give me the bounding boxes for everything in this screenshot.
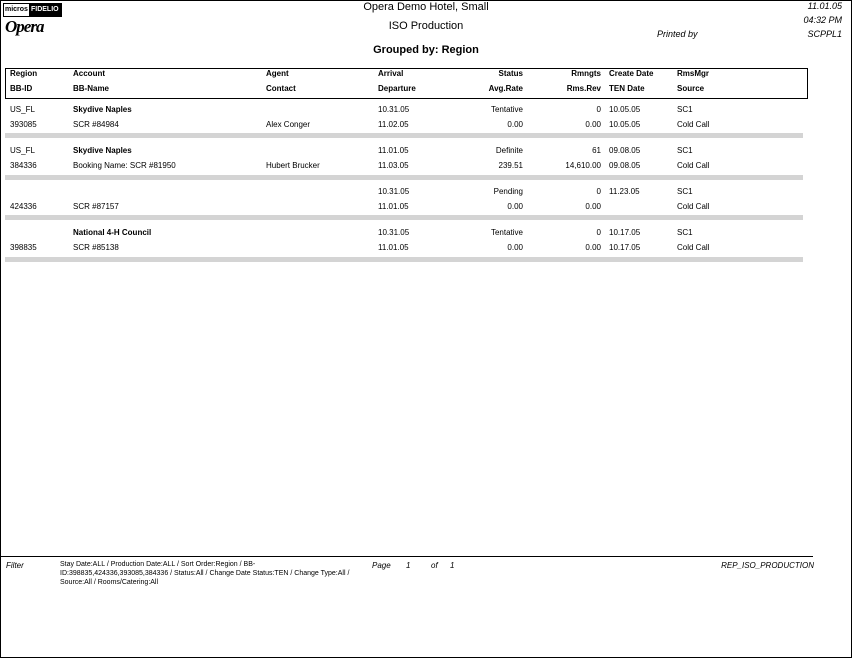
record-ten-date: 10.05.05 bbox=[609, 120, 641, 129]
record-account: Skydive Naples bbox=[73, 146, 132, 155]
page-total: 1 bbox=[450, 561, 455, 570]
record-rmngts: 61 bbox=[592, 146, 601, 155]
record-create-date: 11.23.05 bbox=[609, 187, 640, 196]
record-source: Cold Call bbox=[677, 120, 710, 129]
page-label: Page bbox=[372, 561, 391, 570]
record-bb-id: 424336 bbox=[10, 202, 37, 211]
record-source: Cold Call bbox=[677, 161, 710, 170]
record-create-date: 10.05.05 bbox=[609, 105, 641, 114]
col-account: Account bbox=[73, 69, 105, 78]
record-contact: Alex Conger bbox=[266, 120, 311, 129]
printed-by-label: Printed by bbox=[657, 29, 698, 39]
record-departure: 11.01.05 bbox=[378, 243, 409, 252]
opera-logo: Opera bbox=[5, 17, 44, 36]
record-ten-date: 09.08.05 bbox=[609, 161, 641, 170]
page-number: 1 bbox=[406, 561, 411, 570]
record-status: Pending bbox=[493, 187, 523, 196]
filter-label: Filter bbox=[6, 561, 24, 570]
record-separator bbox=[5, 215, 803, 220]
record-separator bbox=[5, 257, 803, 262]
print-time: 04:32 PM bbox=[803, 15, 842, 25]
record-bb-id: 384336 bbox=[10, 161, 37, 170]
record-contact: Hubert Brucker bbox=[266, 161, 320, 170]
record-source: Cold Call bbox=[677, 202, 710, 211]
col-contact: Contact bbox=[266, 84, 296, 93]
col-rmsmgr: RmsMgr bbox=[677, 69, 710, 78]
record-rms-rev: 0.00 bbox=[585, 120, 601, 129]
record-create-date: 10.17.05 bbox=[609, 228, 641, 237]
record-avg-rate: 0.00 bbox=[507, 202, 523, 211]
filter-text: Stay Date:ALL / Production Date:ALL / Sort Order:Region / BB-ID:398835,424336,393085,384336 / Status:All / Change Date Status:TEN / Change Type:All / Source:All / Rooms/Catering:All bbox=[60, 561, 350, 586]
col-create-date: Create Date bbox=[609, 69, 654, 78]
col-departure: Departure bbox=[378, 84, 416, 93]
print-date: 11.01.05 bbox=[807, 1, 842, 11]
record-status: Tentative bbox=[490, 105, 523, 114]
record-arrival: 10.31.05 bbox=[378, 228, 410, 237]
record-avg-rate: 0.00 bbox=[507, 120, 523, 129]
record-rmngts: 0 bbox=[596, 187, 601, 196]
record-bb-name: SCR #87157 bbox=[73, 202, 119, 211]
grouped-by-title: Grouped by: Region bbox=[373, 44, 479, 56]
record-region: US_FL bbox=[10, 146, 35, 155]
col-arrival: Arrival bbox=[378, 69, 404, 78]
record-departure: 11.02.05 bbox=[378, 120, 409, 129]
col-rmngts: Rmngts bbox=[571, 69, 601, 78]
col-status: Status bbox=[498, 69, 523, 78]
col-agent: Agent bbox=[266, 69, 289, 78]
record-bb-id: 393085 bbox=[10, 120, 37, 129]
col-bb-id: BB-ID bbox=[10, 84, 33, 93]
record-separator bbox=[5, 175, 803, 180]
record-rmsmgr: SC1 bbox=[677, 228, 693, 237]
record-avg-rate: 239.51 bbox=[498, 161, 523, 170]
record-source: Cold Call bbox=[677, 243, 710, 252]
record-rmsmgr: SC1 bbox=[677, 105, 693, 114]
record-create-date: 09.08.05 bbox=[609, 146, 641, 155]
logo-micros-text: micros bbox=[4, 4, 29, 16]
record-rms-rev: 14,610.00 bbox=[565, 161, 601, 170]
record-account: Skydive Naples bbox=[73, 105, 132, 114]
record-rmngts: 0 bbox=[596, 228, 601, 237]
record-status: Tentative bbox=[490, 228, 523, 237]
hotel-name: Opera Demo Hotel, Small bbox=[363, 1, 489, 13]
record-rmngts: 0 bbox=[596, 105, 601, 114]
record-status: Definite bbox=[495, 146, 523, 155]
report-code: REP_ISO_PRODUCTION bbox=[721, 561, 814, 570]
record-arrival: 11.01.05 bbox=[378, 146, 409, 155]
col-source: Source bbox=[677, 84, 705, 93]
record-avg-rate: 0.00 bbox=[507, 243, 523, 252]
record-departure: 11.01.05 bbox=[378, 202, 409, 211]
record-region: US_FL bbox=[10, 105, 35, 114]
record-bb-name: SCR #85138 bbox=[73, 243, 119, 252]
logo-fidelio-text: FIDELIO bbox=[29, 4, 61, 16]
report-title: ISO Production bbox=[388, 20, 464, 32]
page-of-label: of bbox=[431, 561, 438, 570]
record-separator bbox=[5, 133, 803, 138]
col-rms-rev: Rms.Rev bbox=[566, 84, 601, 93]
record-rms-rev: 0.00 bbox=[585, 202, 601, 211]
record-arrival: 10.31.05 bbox=[378, 187, 410, 196]
record-arrival: 10.31.05 bbox=[378, 105, 410, 114]
record-rmsmgr: SC1 bbox=[677, 187, 693, 196]
record-ten-date: 10.17.05 bbox=[609, 243, 641, 252]
col-avg-rate: Avg.Rate bbox=[488, 84, 523, 93]
record-account: National 4-H Council bbox=[73, 228, 152, 237]
col-ten-date: TEN Date bbox=[609, 84, 645, 93]
record-bb-id: 398835 bbox=[10, 243, 37, 252]
col-region: Region bbox=[10, 69, 38, 78]
printed-by-user: SCPPL1 bbox=[807, 29, 842, 39]
record-bb-name: Booking Name: SCR #81950 bbox=[73, 161, 176, 170]
record-rms-rev: 0.00 bbox=[585, 243, 601, 252]
col-bb-name: BB-Name bbox=[73, 84, 110, 93]
footer-divider bbox=[0, 556, 813, 557]
record-rmsmgr: SC1 bbox=[677, 146, 693, 155]
record-departure: 11.03.05 bbox=[378, 161, 409, 170]
record-bb-name: SCR #84984 bbox=[73, 120, 119, 129]
